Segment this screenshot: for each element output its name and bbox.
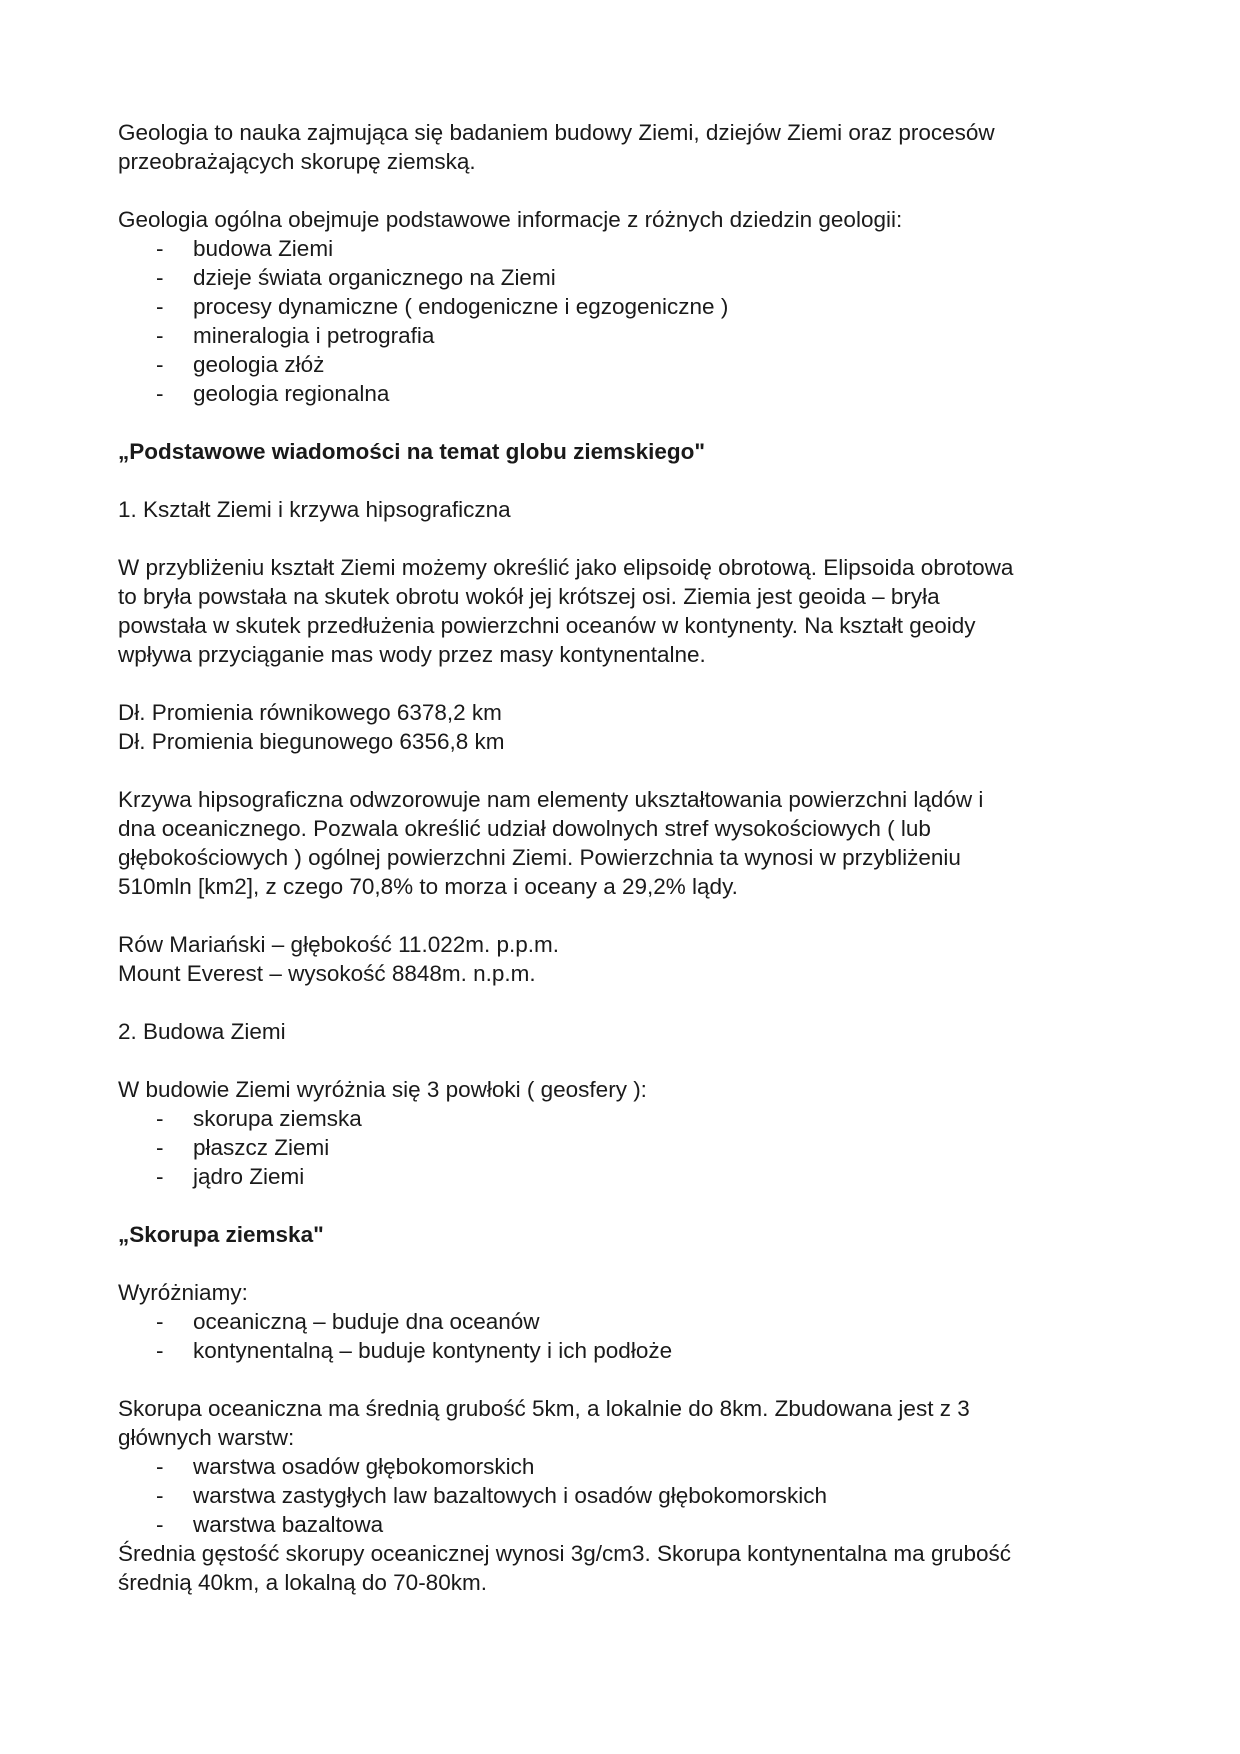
radius-equatorial: Dł. Promienia równikowego 6378,2 km [118, 700, 502, 725]
list-item-text: oceaniczną – buduje dna oceanów [193, 1309, 540, 1334]
dash-bullet: - [156, 323, 164, 348]
oceanic-crust-paragraph [118, 1394, 1128, 1452]
dash-bullet: - [156, 1338, 164, 1363]
list-item [118, 350, 1128, 379]
list-item [118, 1510, 1128, 1539]
intro-line-2: przeobrażających skorupę ziemską. [118, 149, 476, 174]
oceanic-line-1: Skorupa oceaniczna ma średnią grubość 5km, a lokalnie do 8km. Zbudowana jest z 3 [118, 1396, 970, 1421]
list-item-text: płaszcz Ziemi [193, 1135, 330, 1160]
dash-bullet: - [156, 1164, 164, 1189]
heading-globe: „Podstawowe wiadomości na temat globu ziemskiego" [118, 439, 706, 464]
list-item [118, 1307, 1128, 1336]
density-paragraph [118, 1539, 1128, 1597]
geosphere-list [118, 1104, 1128, 1191]
list-item [118, 1133, 1128, 1162]
heading-crust: „Skorupa ziemska" [118, 1222, 324, 1247]
list-item-text: procesy dynamiczne ( endogeniczne i egzogeniczne ) [193, 294, 729, 319]
hypsographic-line-3: głębokościowych ) ogólnej powierzchni Ziemi. Powierzchnia ta wynosi w przybliżeniu [118, 845, 961, 870]
dash-bullet: - [156, 381, 164, 406]
list-item-text: mineralogia i petrografia [193, 323, 435, 348]
list-item-text: jądro Ziemi [193, 1164, 305, 1189]
density-line-1: Średnia gęstość skorupy oceanicznej wynosi 3g/cm3. Skorupa kontynentalna ma grubość [118, 1541, 1011, 1566]
shape-line-3: powstała w skutek przedłużenia powierzchni oceanów w kontynenty. Na kształt geoidy [118, 613, 976, 638]
mount-everest-line: Mount Everest – wysokość 8848m. n.p.m. [118, 961, 536, 986]
list-item-text: skorupa ziemska [193, 1106, 362, 1131]
dash-bullet: - [156, 1309, 164, 1334]
list-item-text: warstwa zastygłych law bazaltowych i osadów głębokomorskich [193, 1483, 828, 1508]
list-item [118, 292, 1128, 321]
list-item [118, 1162, 1128, 1191]
shape-line-1: W przybliżeniu kształt Ziemi możemy określić jako elipsoidę obrotową. Elipsoida obrotowa [118, 555, 1014, 580]
dash-bullet: - [156, 1512, 164, 1537]
list-item-text: warstwa bazaltowa [193, 1512, 384, 1537]
extremes-paragraph [118, 930, 1128, 988]
hypsographic-paragraph [118, 785, 1128, 901]
dash-bullet: - [156, 265, 164, 290]
list-item [118, 1452, 1128, 1481]
mariana-trench-line: Rów Mariański – głębokość 11.022m. p.p.m. [118, 932, 560, 957]
dash-bullet: - [156, 294, 164, 319]
document-page [118, 118, 1128, 1597]
intro-paragraph [118, 118, 1128, 176]
list-item-text: kontynentalną – buduje kontynenty i ich podłoże [193, 1338, 673, 1363]
general-list [118, 234, 1128, 408]
list-item [118, 263, 1128, 292]
list-item [118, 1336, 1128, 1365]
dash-bullet: - [156, 352, 164, 377]
general-lead: Geologia ogólna obejmuje podstawowe informacje z różnych dziedzin geologii: [118, 207, 903, 232]
list-item [118, 321, 1128, 350]
list-item-text: warstwa osadów głębokomorskich [193, 1454, 535, 1479]
list-item-text: dzieje świata organicznego na Ziemi [193, 265, 556, 290]
intro-line-1: Geologia to nauka zajmująca się badaniem budowy Ziemi, dziejów Ziemi oraz procesów [118, 120, 995, 145]
dash-bullet: - [156, 1483, 164, 1508]
shape-line-4: wpływa przyciąganie mas wody przez masy kontynentalne. [118, 642, 706, 667]
density-line-2: średnią 40km, a lokalną do 70-80km. [118, 1570, 487, 1595]
list-item [118, 1481, 1128, 1510]
hypsographic-line-1: Krzywa hipsograficzna odwzorowuje nam elementy ukształtowania powierzchni lądów i [118, 787, 984, 812]
dash-bullet: - [156, 1106, 164, 1131]
radius-paragraph [118, 698, 1128, 756]
dash-bullet: - [156, 1454, 164, 1479]
hypsographic-line-4: 510mln [km2], z czego 70,8% to morza i oceany a 29,2% lądy. [118, 874, 738, 899]
oceanic-line-2: głównych warstw: [118, 1425, 295, 1450]
shape-line-2: to bryła powstała na skutek obrotu wokół jej krótszej osi. Ziemia jest geoida – bryła [118, 584, 940, 609]
list-item [118, 234, 1128, 263]
radius-polar: Dł. Promienia biegunowego 6356,8 km [118, 729, 505, 754]
oceanic-layers-list [118, 1452, 1128, 1539]
dash-bullet: - [156, 1135, 164, 1160]
section1-title: 1. Kształt Ziemi i krzywa hipsograficzna [118, 497, 511, 522]
hypsographic-line-2: dna oceanicznego. Pozwala określić udział dowolnych stref wysokościowych ( lub [118, 816, 931, 841]
section2-lead: W budowie Ziemi wyróżnia się 3 powłoki ( geosfery ): [118, 1077, 647, 1102]
shape-paragraph [118, 553, 1128, 669]
crust-lead: Wyróżniamy: [118, 1280, 248, 1305]
list-item [118, 1104, 1128, 1133]
dash-bullet: - [156, 236, 164, 261]
crust-types-list [118, 1307, 1128, 1365]
list-item-text: budowa Ziemi [193, 236, 334, 261]
section2-title: 2. Budowa Ziemi [118, 1019, 286, 1044]
list-item-text: geologia regionalna [193, 381, 390, 406]
list-item-text: geologia złóż [193, 352, 325, 377]
list-item [118, 379, 1128, 408]
